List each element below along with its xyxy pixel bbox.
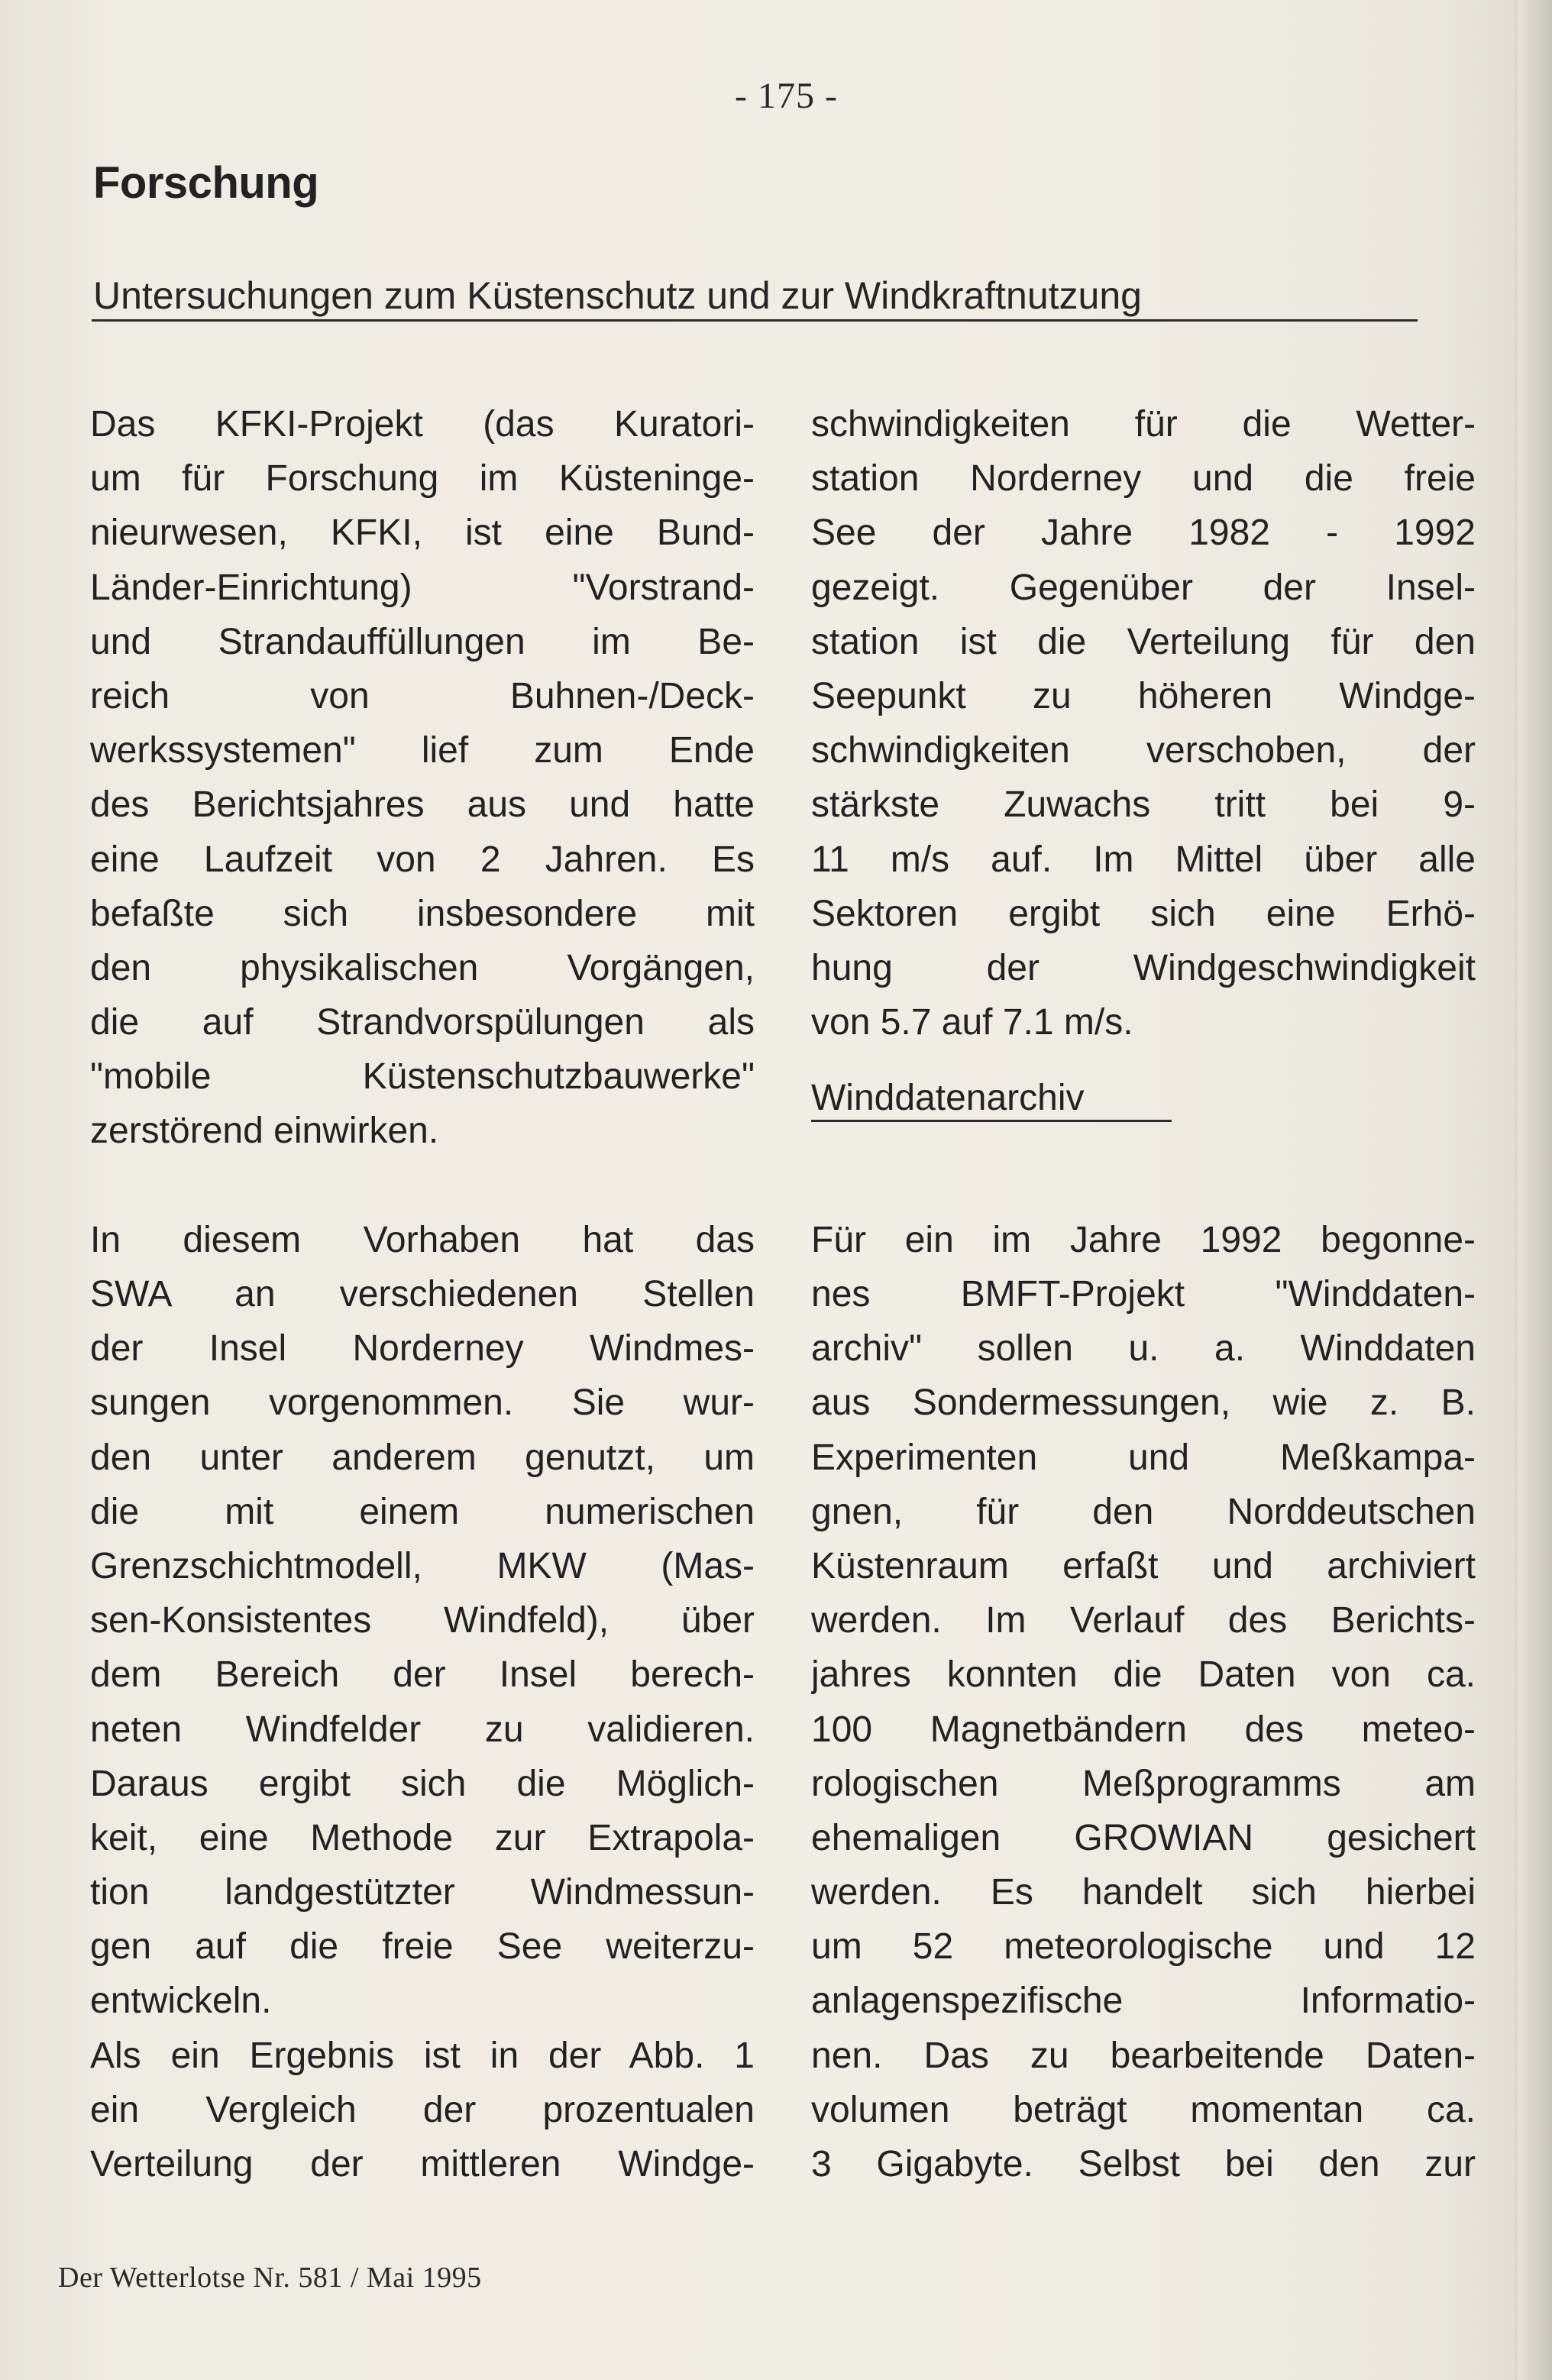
article-headline: Untersuchungen zum Küstenschutz und zur Windkraftnutzung [93,274,1142,317]
right-paragraph-2 [811,1213,1476,2191]
text-line: von 5.7 auf 7.1 m/s. [811,1002,1133,1043]
text-line: schwindigkeiten verschoben, der [811,730,1476,771]
text-line: schwindigkeiten für die Wetter- [811,404,1476,445]
text-line: station Norderney und die freie [811,458,1476,500]
text-line: rologischen Meßprogramms am [811,1763,1476,1804]
left-paragraph-3 [90,2029,755,2192]
left-paragraph-2 [90,1213,755,2029]
text-line: der Insel Norderney Windmes- [90,1328,755,1369]
text-line: gen auf die freie See weiterzu- [90,1926,755,1968]
text-line: keit, eine Methode zur Extrapola- [90,1817,755,1858]
headline-underline [92,319,1418,322]
text-line: SWA an verschiedenen Stellen [90,1274,755,1314]
text-line: die mit einem numerischen [90,1491,755,1532]
text-line: reich von Buhnen-/Deck- [90,675,755,716]
text-line: hung der Windgeschwindigkeit [811,947,1476,988]
text-line: tion landgestützter Windmessun- [90,1872,755,1913]
right-paragraph-1 [811,397,1476,1049]
text-line: werden. Im Verlauf des Berichts- [811,1600,1476,1641]
text-line: stärkste Zuwachs tritt bei 9- [811,784,1476,826]
text-line: 3 Gigabyte. Selbst bei den zur [811,2144,1476,2185]
text-line: neten Windfelder zu validieren. [90,1709,755,1750]
text-line: den physikalischen Vorgängen, [90,947,755,988]
left-column [90,397,755,2191]
text-line: ehemaligen GROWIAN gesichert [811,1817,1476,1858]
page-edge-shadow [1515,0,1552,2380]
subheading-block [811,1049,1476,1158]
text-line: archiv" sollen u. a. Winddaten [811,1328,1476,1369]
text-line: um 52 meteorologische und 12 [811,1926,1476,1968]
text-line: anlagenspezifische Informatio- [811,1981,1476,2022]
text-line: See der Jahre 1982 - 1992 [811,513,1476,554]
text-line: Das KFKI-Projekt (das Kuratori- [90,404,755,445]
text-line: werkssystemen" lief zum Ende [90,730,755,771]
text-line: jahres konnten die Daten von ca. [811,1654,1476,1696]
text-line: 100 Magnetbändern des meteo- [811,1709,1476,1750]
text-line: entwickeln. [90,1981,272,2022]
text-line: die auf Strandvorspülungen als [90,1002,755,1043]
text-line: gezeigt. Gegenüber der Insel- [811,567,1476,608]
text-line: Experimenten und Meßkampa- [811,1437,1476,1478]
text-line: dem Bereich der Insel berech- [90,1654,755,1696]
text-line: nes BMFT-Projekt "Winddaten- [811,1274,1476,1315]
text-line: Verteilung der mittleren Windge- [90,2144,755,2184]
text-line: nen. Das zu bearbeitende Daten- [811,2035,1476,2076]
text-line: zerstörend einwirken. [90,1111,439,1152]
subheading-winddatenarchiv: Winddatenarchiv [811,1078,1085,1119]
text-line: und Strandauffüllungen im Be- [90,621,755,662]
text-line: nieurwesen, KFKI, ist eine Bund- [90,513,755,554]
page-number: - 175 - [735,76,838,116]
text-line: Als ein Ergebnis ist in der Abb. 1 [90,2035,755,2076]
section-title: Forschung [93,158,319,208]
text-line: Länder-Einrichtung) "Vorstrand- [90,567,755,608]
footer-publication: Der Wetterlotse Nr. 581 / Mai 1995 [58,2262,482,2294]
text-line: des Berichtsjahres aus und hatte [90,784,755,826]
text-line: 11 m/s auf. Im Mittel über alle [811,839,1476,880]
text-line: Sektoren ergibt sich eine Erhö- [811,893,1476,934]
text-line: In diesem Vorhaben hat das [90,1219,755,1260]
subheading-underline [811,1120,1172,1122]
text-line: Für ein im Jahre 1992 begonne- [811,1219,1476,1260]
text-line: befaßte sich insbesondere mit [90,893,755,934]
text-line: station ist die Verteilung für den [811,621,1476,662]
text-line: eine Laufzeit von 2 Jahren. Es [90,839,755,880]
text-line: Grenzschichtmodell, MKW (Mas- [90,1545,755,1586]
text-line: sungen vorgenommen. Sie wur- [90,1382,755,1424]
text-line: volumen beträgt momentan ca. [811,2089,1476,2130]
text-line: werden. Es handelt sich hierbei [811,1872,1476,1913]
text-line: sen-Konsistentes Windfeld), über [90,1600,755,1641]
text-line: den unter anderem genutzt, um [90,1437,755,1478]
text-line: Küstenraum erfaßt und archiviert [811,1545,1476,1586]
right-column [811,397,1476,2191]
text-line: aus Sondermessungen, wie z. B. [811,1382,1476,1424]
text-line: Daraus ergibt sich die Möglich- [90,1763,755,1804]
text-line: "mobile Küstenschutzbauwerke" [90,1056,755,1098]
text-line: ein Vergleich der prozentualen [90,2089,755,2130]
text-line: Seepunkt zu höheren Windge- [811,675,1476,716]
left-paragraph-1 [90,397,755,1159]
text-line: gnen, für den Norddeutschen [811,1491,1476,1532]
text-line: um für Forschung im Küsteninge- [90,458,755,500]
